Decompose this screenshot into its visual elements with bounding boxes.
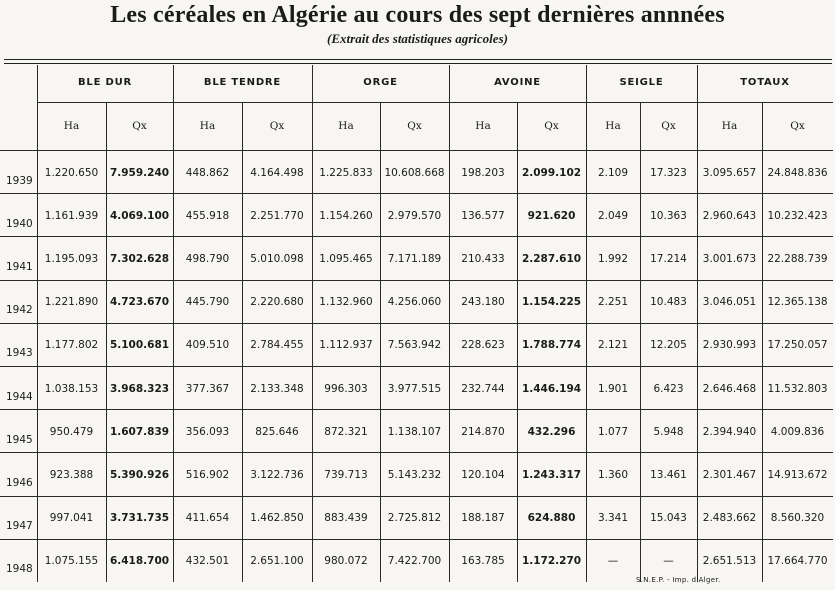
- table-cell: 17.323: [650, 166, 687, 179]
- table-cell: 2.651.100: [250, 555, 304, 568]
- table-cell: 1.172.270: [521, 555, 582, 568]
- table-cell: 1.607.839: [109, 425, 170, 438]
- subheader-qx: Qx: [790, 120, 805, 132]
- row-divider: [0, 539, 833, 540]
- table-cell: 10.608.668: [384, 166, 445, 179]
- table-cell: 136.577: [461, 209, 505, 222]
- table-cell: 22.288.739: [767, 252, 828, 265]
- table-cell: 7.171.189: [387, 252, 442, 265]
- table-cell: 1.992: [597, 252, 629, 265]
- table-cell: 1.360: [597, 468, 629, 481]
- subheader-qx: Qx: [269, 120, 285, 132]
- year-label: 1946: [6, 476, 33, 489]
- table-cell: 6.418.700: [109, 555, 170, 568]
- table-cell: 8.560.320: [770, 512, 825, 525]
- table-cell: 1.195.093: [44, 252, 99, 265]
- printer-footer: S.N.E.P. - Imp. d'Alger.: [636, 576, 721, 584]
- table-cell: 2.960.643: [702, 209, 757, 222]
- table-cell: 1.038.153: [44, 382, 99, 395]
- page-subtitle: (Extrait des statistiques agricoles): [327, 31, 508, 46]
- row-divider: [0, 366, 833, 367]
- table-cell: 1.132.960: [319, 296, 373, 309]
- table-cell: 7.959.240: [109, 166, 170, 179]
- table-cell: 6.423: [653, 382, 684, 395]
- table-cell: 2.099.102: [521, 166, 582, 179]
- subheader-qx: Qx: [544, 120, 559, 132]
- table-cell: 2.121: [597, 339, 629, 352]
- table-cell: 12.205: [650, 339, 687, 352]
- header-bottom-rule: [0, 150, 833, 151]
- table-cell: 1.095.465: [319, 252, 373, 265]
- subheader-ha: Ha: [338, 120, 354, 132]
- year-label: 1948: [6, 563, 33, 576]
- group-header-avoine: AVOINE: [494, 77, 541, 88]
- subheader-ha: Ha: [475, 120, 491, 132]
- year-label: 1945: [6, 433, 33, 446]
- table-cell: —: [607, 555, 619, 568]
- table-cell: 4.256.060: [387, 296, 442, 309]
- table-cell: 5.143.232: [387, 468, 442, 481]
- table-cell: 2.220.680: [250, 296, 304, 309]
- row-divider: [0, 452, 833, 453]
- table-cell: 1.154.225: [521, 296, 582, 309]
- subheader-ha: Ha: [605, 120, 621, 132]
- table-cell: 3.341: [597, 512, 629, 525]
- row-divider: [0, 193, 833, 194]
- table-cell: 2.784.455: [250, 339, 304, 352]
- table-cell: 980.072: [324, 555, 368, 568]
- table-cell: 923.388: [49, 468, 94, 481]
- group-header-orge: ORGE: [363, 77, 398, 88]
- table-cell: 188.187: [461, 512, 505, 525]
- table-cell: 2.725.812: [387, 512, 442, 525]
- table-cell: 411.654: [185, 512, 230, 525]
- table-cell: 5.948: [653, 425, 684, 438]
- year-label: 1944: [6, 390, 33, 403]
- group-header-ble-dur: BLE DUR: [77, 77, 133, 88]
- table-cell: 5.010.098: [250, 252, 304, 265]
- table-cell: 1.220.650: [44, 166, 99, 179]
- table-cell: 883.439: [324, 512, 368, 525]
- table-cell: 228.623: [461, 339, 505, 352]
- table-cell: 996.303: [324, 382, 368, 395]
- table-cell: 2.133.348: [250, 382, 304, 395]
- table-cell: 3.095.657: [702, 166, 757, 179]
- row-divider: [0, 323, 833, 324]
- table-cell: 1.112.937: [319, 339, 373, 352]
- table-cell: 1.138.107: [387, 425, 442, 438]
- table-cell: 10.483: [650, 296, 687, 309]
- year-label: 1941: [6, 260, 33, 273]
- table-cell: 4.009.836: [770, 425, 825, 438]
- table-cell: 14.913.672: [767, 468, 828, 481]
- table-cell: 409.510: [185, 339, 230, 352]
- table-cell: 1.161.939: [44, 209, 99, 222]
- table-cell: 7.563.942: [387, 339, 442, 352]
- table-cell: 198.203: [461, 166, 505, 179]
- table-cell: 3.977.515: [387, 382, 442, 395]
- table-cell: 2.287.610: [521, 252, 582, 265]
- table-cell: 2.979.570: [387, 209, 442, 222]
- table-cell: 4.069.100: [109, 209, 170, 222]
- page-title: Les céréales en Algérie au cours des sept dernières annnées: [110, 2, 725, 28]
- table-cell: 5.100.681: [109, 339, 170, 352]
- table-cell: 1.462.850: [250, 512, 304, 525]
- table-cell: —: [663, 555, 674, 568]
- table-cell: 10.232.423: [767, 209, 828, 222]
- table-cell: 1.243.317: [521, 468, 582, 481]
- table-cell: 17.250.057: [767, 339, 828, 352]
- table-cell: 214.870: [461, 425, 505, 438]
- table-cell: 1.901: [597, 382, 629, 395]
- table-cell: 120.104: [461, 468, 505, 481]
- table-cell: 1.077: [597, 425, 629, 438]
- subheader-qx: Qx: [661, 120, 676, 132]
- table-cell: 432.296: [527, 425, 576, 438]
- table-cell: 5.390.926: [109, 468, 170, 481]
- table-cell: 4.723.670: [109, 296, 170, 309]
- table-cell: 2.251.770: [250, 209, 304, 222]
- table-cell: 356.093: [185, 425, 230, 438]
- table-cell: 243.180: [461, 296, 505, 309]
- table-cell: 13.461: [650, 468, 687, 481]
- group-header-totaux: TOTAUX: [740, 77, 790, 88]
- table-cell: 1.221.890: [44, 296, 99, 309]
- table-cell: 1.177.802: [44, 339, 99, 352]
- table-cell: 2.049: [597, 209, 629, 222]
- subheader-qx: Qx: [407, 120, 422, 132]
- table-cell: 3.122.736: [250, 468, 304, 481]
- table-cell: 1.788.774: [521, 339, 582, 352]
- table-cell: 232.744: [461, 382, 505, 395]
- year-label: 1939: [6, 174, 33, 187]
- table-cell: 4.164.498: [250, 166, 304, 179]
- table-cell: 432.501: [185, 555, 230, 568]
- table-cell: 2.930.993: [702, 339, 757, 352]
- subheader-ha: Ha: [721, 120, 738, 132]
- table-cell: 163.785: [461, 555, 505, 568]
- table-cell: 739.713: [324, 468, 368, 481]
- row-divider: [0, 280, 833, 281]
- row-divider: [0, 496, 833, 497]
- table-cell: 2.109: [597, 166, 629, 179]
- table-cell: 1.225.833: [319, 166, 373, 179]
- table-cell: 448.862: [185, 166, 230, 179]
- table-cell: 997.041: [49, 512, 94, 525]
- row-divider: [0, 236, 833, 237]
- table-cell: 516.902: [185, 468, 230, 481]
- subheader-qx: Qx: [132, 120, 147, 132]
- table-cell: 12.365.138: [767, 296, 828, 309]
- table-cell: 1.154.260: [319, 209, 373, 222]
- table-cell: 2.646.468: [702, 382, 757, 395]
- group-header-ble-tendre: BLE TENDRE: [203, 77, 282, 88]
- table-cell: 825.646: [255, 425, 299, 438]
- year-label: 1947: [6, 520, 33, 533]
- table-cell: 2.651.513: [702, 555, 757, 568]
- table-cell: 445.790: [185, 296, 230, 309]
- group-header-seigle: SEIGLE: [619, 77, 664, 88]
- table-cell: 3.968.323: [109, 382, 170, 395]
- year-label: 1943: [6, 347, 33, 360]
- table-cell: 24.848.836: [767, 166, 828, 179]
- table-cell: 17.214: [650, 252, 687, 265]
- table-cell: 1.075.155: [44, 555, 99, 568]
- table-cell: 455.918: [185, 209, 230, 222]
- subheader-ha: Ha: [199, 120, 216, 132]
- table-cell: 210.433: [461, 252, 505, 265]
- table-cell: 2.394.940: [702, 425, 757, 438]
- year-label: 1942: [6, 304, 33, 317]
- year-label: 1940: [6, 217, 33, 230]
- table-cell: 11.532.803: [767, 382, 828, 395]
- table-cell: 15.043: [650, 512, 687, 525]
- table-cell: 498.790: [185, 252, 230, 265]
- table-cell: 7.422.700: [387, 555, 442, 568]
- table-cell: 3.046.051: [702, 296, 757, 309]
- table-cell: 872.321: [324, 425, 368, 438]
- row-divider: [0, 409, 833, 410]
- table-cell: 7.302.628: [109, 252, 170, 265]
- subheader-ha: Ha: [63, 120, 80, 132]
- table-cell: 624.880: [527, 512, 576, 525]
- table-cell: 377.367: [185, 382, 230, 395]
- table-cell: 17.664.770: [767, 555, 828, 568]
- table-cell: 1.446.194: [521, 382, 582, 395]
- table-cell: 950.479: [49, 425, 94, 438]
- table-cell: 3.001.673: [702, 252, 757, 265]
- table-cell: 2.483.662: [702, 512, 757, 525]
- table-cell: 3.731.735: [109, 512, 170, 525]
- table-cell: 2.251: [597, 296, 629, 309]
- table-cell: 2.301.467: [702, 468, 757, 481]
- table-cell: 10.363: [650, 209, 687, 222]
- table-cell: 921.620: [527, 209, 576, 222]
